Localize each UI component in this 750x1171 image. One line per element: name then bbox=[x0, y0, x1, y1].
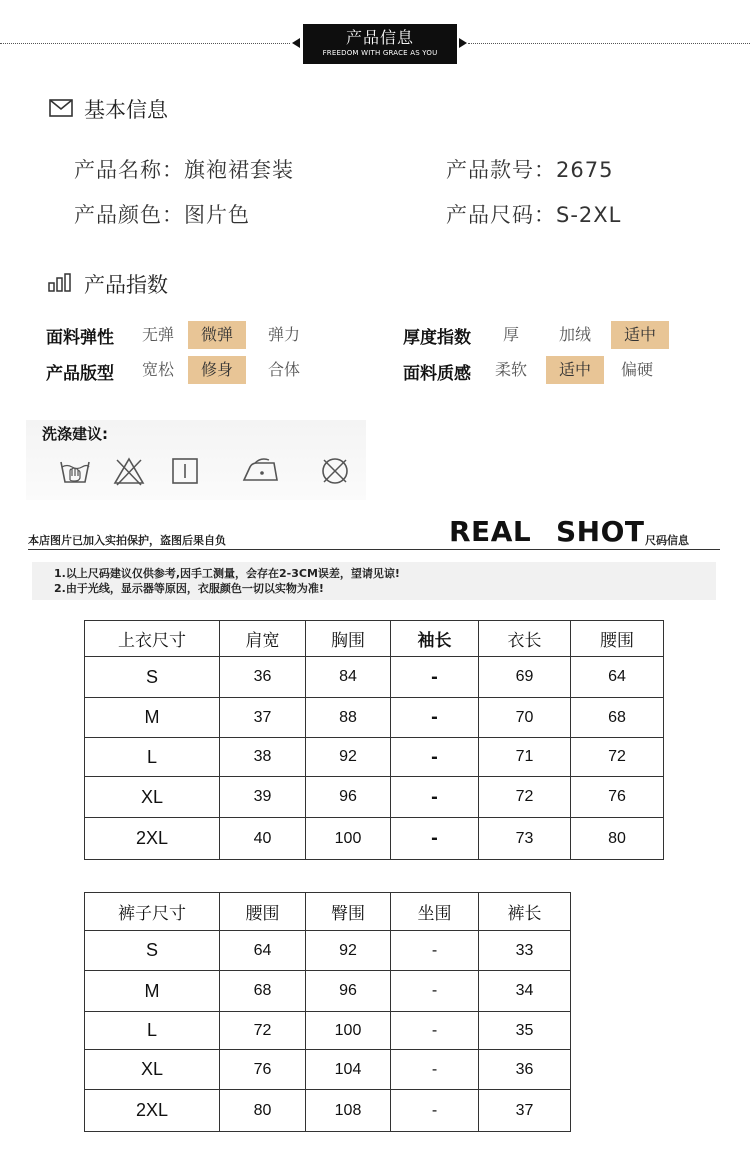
fit-type-label: 产品版型 bbox=[46, 364, 114, 384]
header-cell: 坐围 bbox=[391, 893, 479, 931]
header-cell: 袖长 bbox=[391, 621, 479, 657]
table-row bbox=[85, 1050, 571, 1090]
size-note-box bbox=[32, 562, 716, 600]
top-size-table bbox=[84, 620, 664, 860]
header-subtitle: FREEDOM WITH GRACE AS YOU bbox=[322, 49, 438, 57]
size-cell: L bbox=[85, 738, 220, 777]
header-cell: 胸围 bbox=[306, 621, 391, 657]
table-row bbox=[85, 1012, 571, 1050]
size-cell: M bbox=[85, 698, 220, 738]
texture-option-medium-selected: 适中 bbox=[546, 356, 604, 384]
value-cell: 38 bbox=[220, 738, 306, 777]
shot-word: SHOT bbox=[556, 515, 645, 548]
thickness-option-thick: 厚 bbox=[502, 325, 519, 344]
texture-option-stiff: 偏硬 bbox=[620, 360, 653, 379]
value-cell: 34 bbox=[479, 971, 571, 1012]
value-cell: 36 bbox=[479, 1050, 571, 1090]
value-cell: 69 bbox=[479, 657, 571, 698]
bar-index-icon bbox=[48, 272, 76, 292]
size-note-2: 2.由于光线，显示器等原因，衣服颜色一切以实物为准! bbox=[54, 582, 324, 595]
product-name: 产品名称：旗袍裙套装 bbox=[74, 158, 294, 182]
size-note-1: 1.以上尺码建议仅供参考,因手工测量，会存在2-3CM误差，望请见谅! bbox=[54, 567, 400, 580]
thickness-index-label: 厚度指数 bbox=[403, 328, 471, 348]
size-cell: XL bbox=[85, 1050, 220, 1090]
value-cell: - bbox=[391, 777, 479, 818]
arrow-left-icon bbox=[292, 38, 300, 48]
table-row bbox=[85, 777, 664, 818]
header-banner bbox=[303, 24, 457, 64]
value-cell: - bbox=[391, 931, 479, 971]
fabric-elasticity-label: 面料弹性 bbox=[46, 328, 114, 348]
basic-info-heading: 基本信息 bbox=[84, 98, 168, 122]
value-cell: 39 bbox=[220, 777, 306, 818]
header-cell: 臀围 bbox=[306, 893, 391, 931]
value-cell: 36 bbox=[220, 657, 306, 698]
table-row bbox=[85, 818, 664, 860]
no-bleach-icon bbox=[112, 454, 146, 488]
size-cell: S bbox=[85, 657, 220, 698]
value-cell: 68 bbox=[220, 971, 306, 1012]
header-divider-right bbox=[468, 43, 750, 44]
size-cell: 2XL bbox=[85, 818, 220, 860]
arrow-right-icon bbox=[459, 38, 467, 48]
value-cell: 70 bbox=[479, 698, 571, 738]
product-color: 产品颜色：图片色 bbox=[74, 203, 250, 227]
header-cell: 上衣尺寸 bbox=[85, 621, 220, 657]
size-cell: 2XL bbox=[85, 1090, 220, 1132]
table-header-row bbox=[85, 893, 571, 931]
elasticity-option-none: 无弹 bbox=[141, 325, 174, 344]
value-cell: 64 bbox=[571, 657, 664, 698]
size-cell: XL bbox=[85, 777, 220, 818]
value-cell: 92 bbox=[306, 931, 391, 971]
washing-title: 洗涤建议: bbox=[42, 425, 108, 443]
low-iron-icon bbox=[241, 454, 281, 488]
value-cell: - bbox=[391, 698, 479, 738]
table-row bbox=[85, 698, 664, 738]
fabric-texture-label: 面料质感 bbox=[403, 364, 471, 384]
value-cell: 96 bbox=[306, 971, 391, 1012]
size-cell: M bbox=[85, 971, 220, 1012]
value-cell: 37 bbox=[220, 698, 306, 738]
product-size-range: 产品尺码：S-2XL bbox=[446, 203, 622, 227]
value-cell: 35 bbox=[479, 1012, 571, 1050]
header-cell: 裤长 bbox=[479, 893, 571, 931]
value-cell: - bbox=[391, 657, 479, 698]
table-row bbox=[85, 931, 571, 971]
value-cell: 84 bbox=[306, 657, 391, 698]
value-cell: 92 bbox=[306, 738, 391, 777]
value-cell: - bbox=[391, 738, 479, 777]
value-cell: - bbox=[391, 1050, 479, 1090]
value-cell: 104 bbox=[306, 1050, 391, 1090]
value-cell: 37 bbox=[479, 1090, 571, 1132]
thickness-option-fleece: 加绒 bbox=[558, 325, 591, 344]
pants-size-table bbox=[84, 892, 571, 1132]
value-cell: 73 bbox=[479, 818, 571, 860]
value-cell: 80 bbox=[571, 818, 664, 860]
value-cell: 72 bbox=[220, 1012, 306, 1050]
value-cell: 40 bbox=[220, 818, 306, 860]
thickness-option-medium-selected: 适中 bbox=[611, 321, 669, 349]
value-cell: 71 bbox=[479, 738, 571, 777]
value-cell: 33 bbox=[479, 931, 571, 971]
value-cell: 64 bbox=[220, 931, 306, 971]
value-cell: 100 bbox=[306, 1012, 391, 1050]
envelope-icon bbox=[49, 99, 73, 117]
header-cell: 腰围 bbox=[571, 621, 664, 657]
no-dry-clean-icon bbox=[318, 454, 352, 488]
table-row bbox=[85, 657, 664, 698]
real-shot-divider bbox=[28, 549, 720, 550]
value-cell: 76 bbox=[571, 777, 664, 818]
value-cell: - bbox=[391, 1090, 479, 1132]
value-cell: 108 bbox=[306, 1090, 391, 1132]
header-cell: 腰围 bbox=[220, 893, 306, 931]
value-cell: 88 bbox=[306, 698, 391, 738]
header-title: 产品信息 bbox=[345, 28, 414, 47]
table-row bbox=[85, 971, 571, 1012]
texture-option-soft: 柔软 bbox=[494, 360, 527, 379]
value-cell: 72 bbox=[479, 777, 571, 818]
value-cell: 76 bbox=[220, 1050, 306, 1090]
header-cell: 肩宽 bbox=[220, 621, 306, 657]
line-dry-icon bbox=[168, 454, 202, 488]
value-cell: - bbox=[391, 971, 479, 1012]
copyright-notice: 本店图片已加入实拍保护，盗图后果自负 bbox=[28, 534, 226, 547]
value-cell: - bbox=[391, 1012, 479, 1050]
value-cell: 80 bbox=[220, 1090, 306, 1132]
header-divider-left bbox=[0, 43, 290, 44]
hand-wash-icon bbox=[58, 454, 92, 488]
value-cell: - bbox=[391, 818, 479, 860]
table-row bbox=[85, 738, 664, 777]
fit-option-regular: 合体 bbox=[267, 360, 300, 379]
header-cell: 裤子尺寸 bbox=[85, 893, 220, 931]
header-cell: 衣长 bbox=[479, 621, 571, 657]
size-cell: L bbox=[85, 1012, 220, 1050]
fit-option-loose: 宽松 bbox=[141, 360, 174, 379]
elasticity-option-slight-selected: 微弹 bbox=[188, 321, 246, 349]
table-header-row bbox=[85, 621, 664, 657]
value-cell: 96 bbox=[306, 777, 391, 818]
real-word: REAL bbox=[449, 515, 532, 548]
fit-option-slim-selected: 修身 bbox=[188, 356, 246, 384]
value-cell: 72 bbox=[571, 738, 664, 777]
product-style-number: 产品款号：2675 bbox=[446, 158, 614, 182]
value-cell: 100 bbox=[306, 818, 391, 860]
table-row bbox=[85, 1090, 571, 1132]
product-index-heading: 产品指数 bbox=[84, 273, 168, 297]
value-cell: 68 bbox=[571, 698, 664, 738]
size-cell: S bbox=[85, 931, 220, 971]
elasticity-option-stretch: 弹力 bbox=[267, 325, 300, 344]
size-info-label: 尺码信息 bbox=[645, 534, 689, 547]
